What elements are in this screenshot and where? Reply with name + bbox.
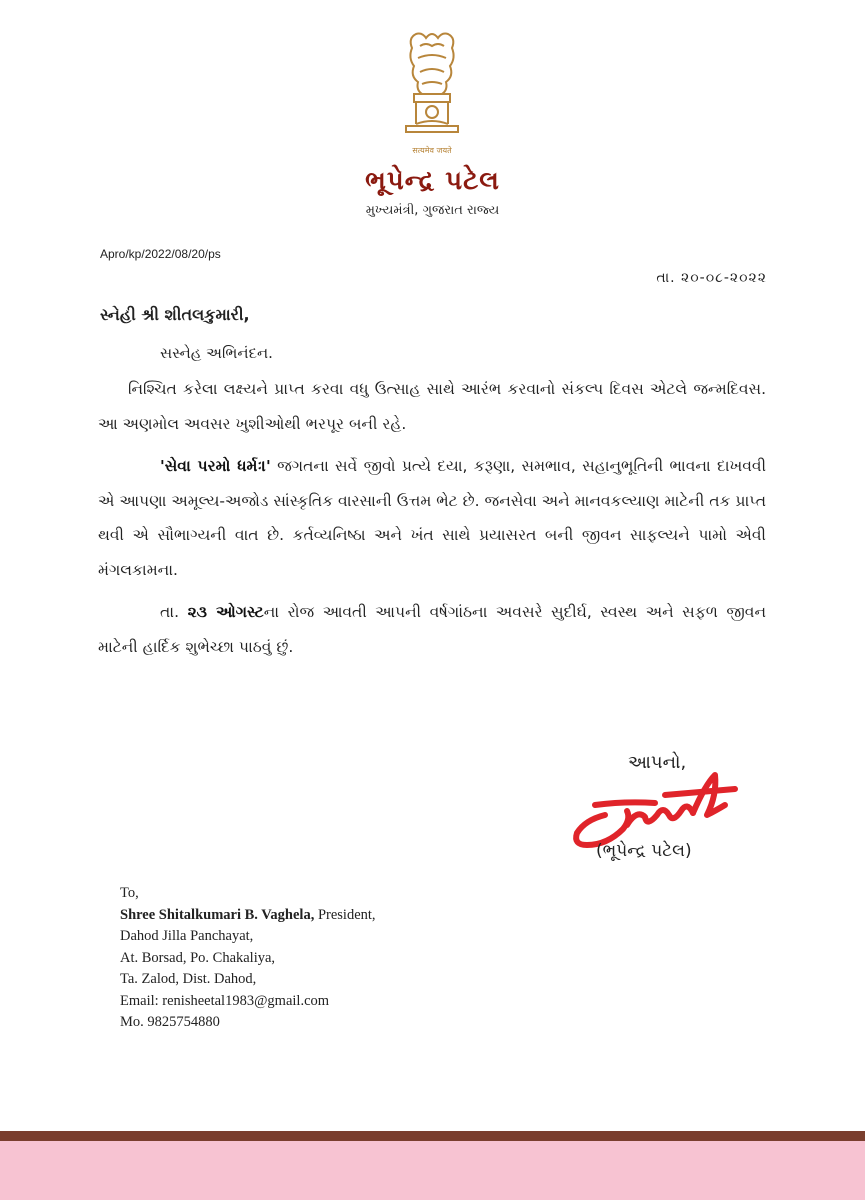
address-line-2: At. Borsad, Po. Chakaliya,: [120, 949, 276, 966]
letterhead-designation: મુખ્યમંત્રી, ગુજરાત રાજ્ય: [365, 203, 500, 218]
footer-divider: [0, 1131, 865, 1141]
footer-band: [0, 1141, 865, 1200]
paragraph-3-date: ૨૩ ઓગસ્ટ: [187, 603, 264, 621]
paragraph-1-text: નિશ્ચિત કરેલા લક્ષ્યને પ્રાપ્ત કરવા વધુ ઉત્સાહ સાથે આરંભ કરવાનો સંકલ્પ દિવસ એટલે જન્મદિવસ. આ અણમોલ અવસર ખુશીઓથી ભરપૂર બની રહે.: [98, 380, 766, 433]
address-name-line: [120, 905, 376, 927]
national-emblem-icon: [392, 28, 472, 168]
address-line-3: Ta. Zalod, Dist. Dahod,: [120, 971, 257, 987]
paragraph-1: [98, 372, 766, 441]
address-to: To,: [120, 885, 139, 901]
recipient-name: Shree Shitalkumari B. Vaghela,: [120, 906, 315, 923]
reference-number: Apro/kp/2022/08/20/ps: [100, 247, 221, 261]
emblem-motto: सत्यमेव जयते: [412, 146, 452, 155]
letter-body: [98, 372, 766, 664]
paragraph-3-text: ના રોજ આવતી આપની વર્ષગાંઠના અવસરે સુદીર્ઘ, સ્વસ્થ અને સફળ જીવન માટેની હાર્દિક શુભેચ્છા પાઠવું છું.: [98, 603, 766, 656]
paragraph-3-prefix: તા.: [160, 603, 180, 621]
address-mobile: Mo. 9825754880: [120, 1014, 220, 1030]
letter-date: તા. ૨૦-૦૮-૨૦૨૨: [656, 270, 767, 286]
paragraph-2-text: જગતના સર્વે જીવો પ્રત્યે દયા, કરૂણા, સમભાવ, સહાનુભૂતિની ભાવના દાખવવી એ આપણા અમૂલ્ય-અજોડ સાંસ્કૃતિક વારસાની ઉત્તમ ભેટ છે. જનસેવા અને માનવકલ્યાણ માટેની તક પ્રાપ્ત થવી એ સૌભાગ્યની વાત છે. કર્તવ્યનિષ્ઠા અને ખંત સાથે પ્રયાસરત બની જીવન સાફલ્યને પામો એવી મંગલકામના.: [98, 457, 767, 579]
recipient-address: [120, 883, 376, 1034]
paragraph-2: [98, 449, 766, 587]
address-email: Email: renisheetal1983@gmail.com: [120, 992, 330, 1009]
recipient-title: President,: [314, 906, 376, 923]
salutation: સ્નેહી શ્રી શીતલકુમારી,: [100, 305, 250, 324]
address-line-1: Dahod Jilla Panchayat,: [120, 928, 254, 944]
greeting: સસ્નેહ અભિનંદન.: [160, 344, 273, 362]
paragraph-2-quote: 'સેવા પરમો ધર્મઃ।': [160, 457, 271, 475]
signatory-name: (ભૂપેન્દ્ર પટેલ): [596, 841, 692, 861]
paragraph-3: [98, 595, 766, 664]
letterhead-name: ભૂપેન્દ્ર પટેલ: [365, 166, 500, 196]
closing: આપનો,: [628, 752, 687, 773]
